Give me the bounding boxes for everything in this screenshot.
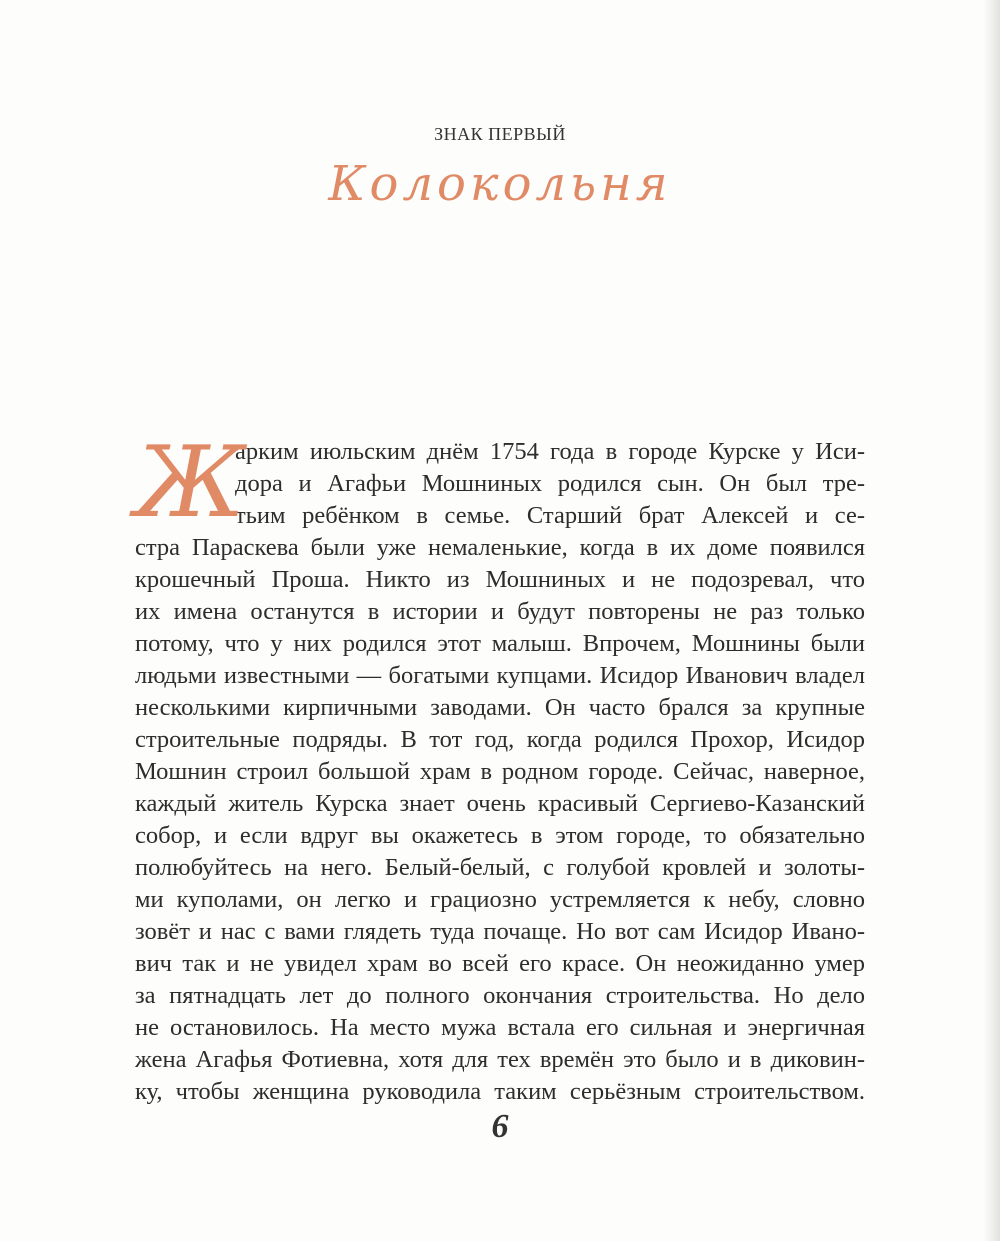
text-line: арким июльским днём 1754 года в городе Курске у Иси- — [235, 438, 865, 465]
text-line: Мошнин строил большой храм в родном городе. Сейчас, наверное, — [135, 758, 865, 785]
text-line: потому, что у них родился этот малыш. Впрочем, Мошнины были — [135, 630, 865, 657]
text-line: вич так и не увидел храм во всей его красе. Он неожиданно умер — [135, 950, 865, 977]
text-line: крошечный Проша. Никто из Мошниных и не подозревал, что — [135, 566, 865, 593]
text-line: их имена останутся в истории и будут повторены не раз только — [135, 598, 865, 625]
text-line: стра Параскева были уже немаленькие, когда в их доме появился — [135, 534, 865, 561]
text-line: ми куполами, он легко и грациозно устремляется к небу, словно — [135, 886, 865, 913]
text-line: людьми известными — богатыми купцами. Исидор Иванович владел — [135, 662, 865, 689]
text-line: собор, и если вдруг вы окажетесь в этом городе, то обязательно — [135, 822, 865, 849]
text-line: несколькими кирпичными заводами. Он часто брался за крупные — [135, 694, 865, 721]
text-line: полюбуйтесь на него. Белый-белый, с голубой кровлей и золоты- — [135, 854, 865, 881]
text-line: за пятнадцать лет до полного окончания строительства. Но дело — [135, 982, 865, 1009]
text-line: строительные подряды. В тот год, когда родился Прохор, Исидор — [135, 726, 865, 753]
text-line: жена Агафья Фотиевна, хотя для тех времён это было и в диковин- — [135, 1046, 865, 1073]
text-line: дора и Агафьи Мошниных родился сын. Он был тре- — [235, 470, 865, 497]
text-line: зовёт и нас с вами глядеть туда почаще. Но вот сам Исидор Ивано- — [135, 918, 865, 945]
text-line: ку, чтобы женщина руководила таким серьёзным строительством. — [135, 1078, 865, 1105]
drop-cap: Ж — [135, 426, 246, 540]
chapter-title: Колокольня — [328, 156, 672, 212]
chapter-label: ЗНАК ПЕРВЫЙ — [434, 124, 566, 144]
text-line: тьим ребёнком в семье. Старший брат Алексей и се- — [235, 502, 865, 529]
text-line: не остановилось. На место мужа встала его сильная и энергичная — [135, 1014, 865, 1041]
text-line: каждый житель Курска знает очень красивый Сергиево-Казанский — [135, 790, 865, 817]
body-text — [135, 426, 865, 1108]
page-number: 6 — [491, 1108, 509, 1145]
